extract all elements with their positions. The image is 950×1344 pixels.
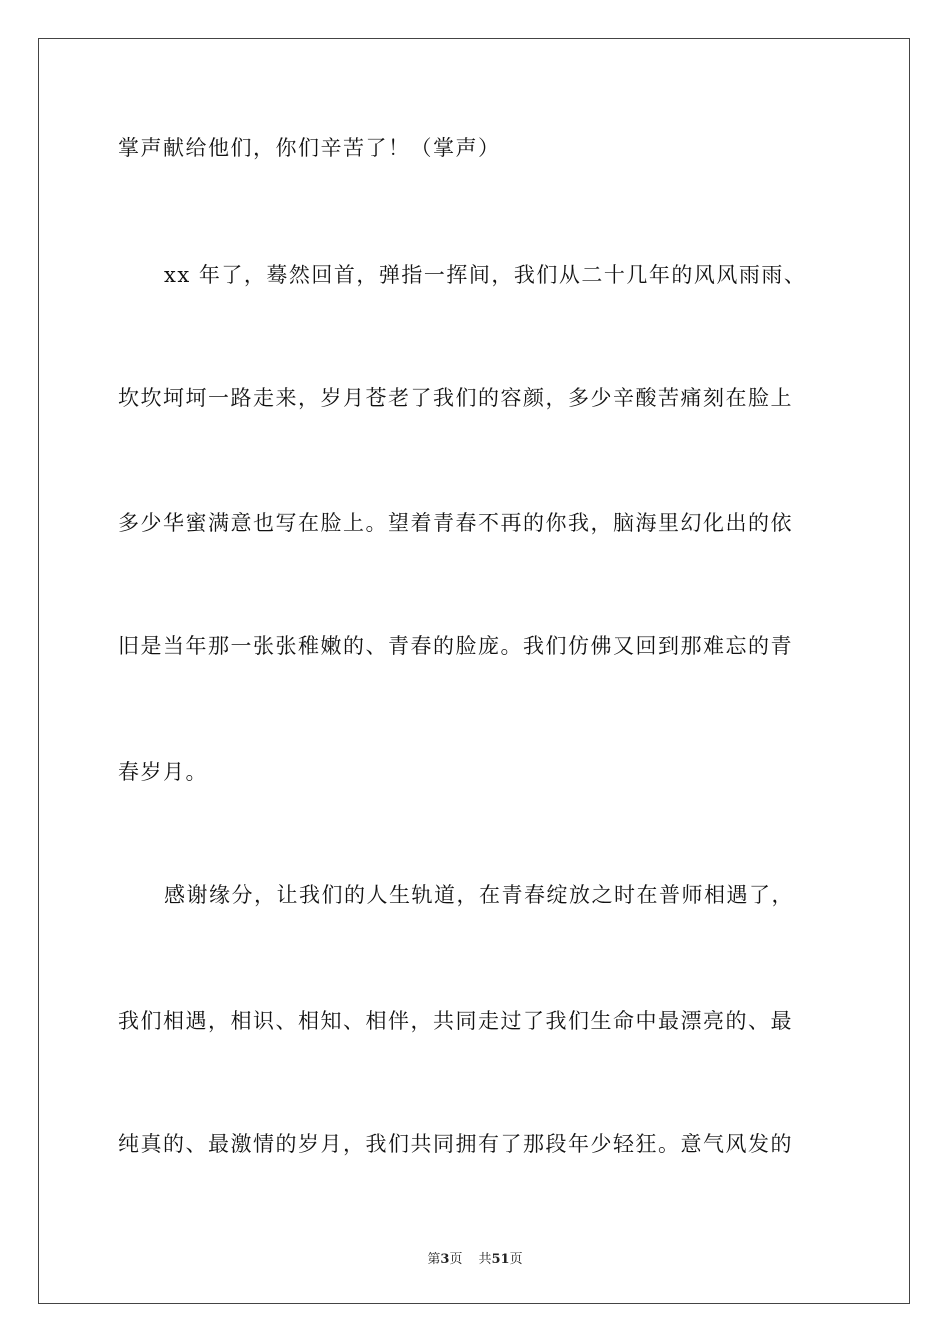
page-number: 3: [440, 1252, 450, 1267]
page-prefix: 第: [427, 1252, 441, 1267]
text-line-1: 掌声献给他们，你们辛苦了！（掌声）: [118, 136, 501, 160]
total-pages: 51: [491, 1252, 510, 1267]
text-line-7: 感谢缘分，让我们的人生轨道，在青春绽放之时在普师相遇了，: [164, 883, 794, 907]
page-suffix: 页: [449, 1252, 463, 1267]
text-line-3: 坎坎坷坷一路走来，岁月苍老了我们的容颜，多少辛酸苦痛刻在脸上: [118, 386, 793, 410]
text-line-8: 我们相遇，相识、相知、相伴，共同走过了我们生命中最漂亮的、最: [118, 1009, 793, 1033]
total-suffix: 页: [509, 1252, 523, 1267]
text-line-6: 春岁月。: [118, 760, 208, 784]
text-line-4: 多少华蜜满意也写在脸上。望着青春不再的你我，脑海里幻化出的依: [118, 511, 793, 535]
total-prefix: 共: [478, 1252, 492, 1267]
text-line-5: 旧是当年那一张张稚嫩的、青春的脸庞。我们仿佛又回到那难忘的青: [118, 634, 793, 658]
page-footer: [0, 1248, 950, 1267]
text-line-9: 纯真的、最激情的岁月，我们共同拥有了那段年少轻狂。意气风发的: [118, 1132, 793, 1156]
page-border: [38, 38, 910, 1304]
text-line-2: xx 年了，蓦然回首，弹指一挥间，我们从二十几年的风风雨雨、: [164, 263, 807, 287]
